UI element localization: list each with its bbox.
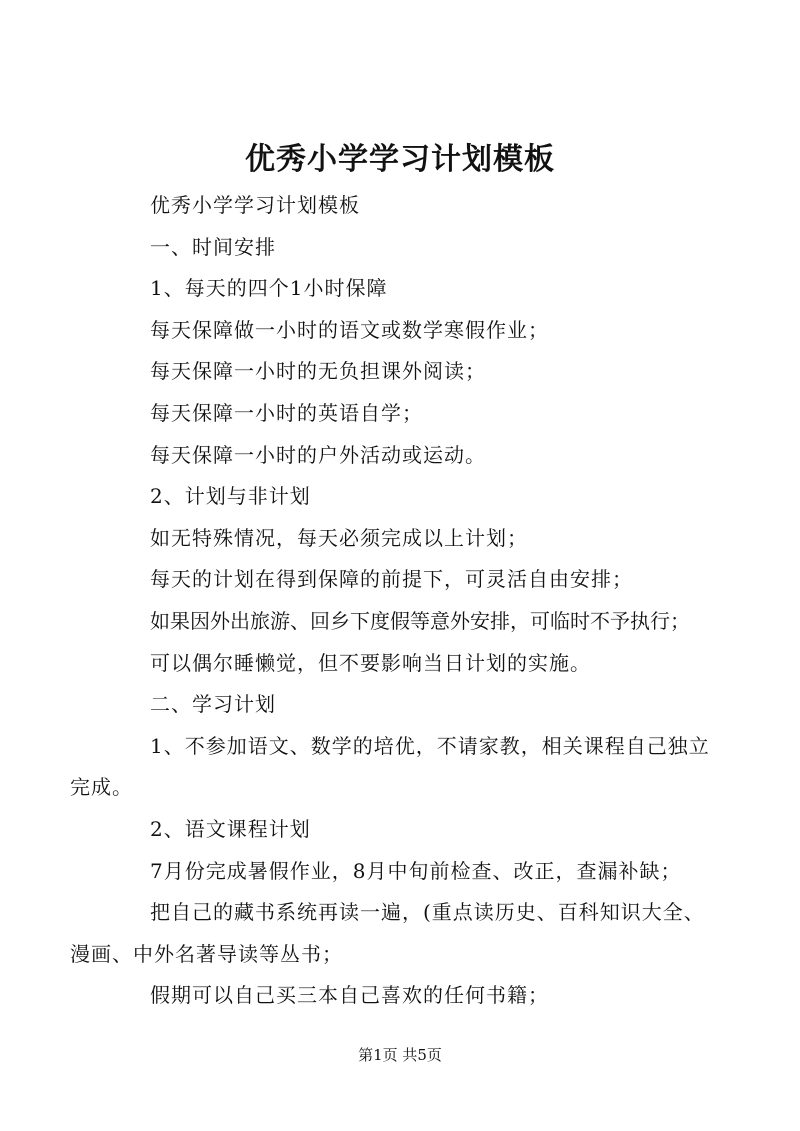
paragraph: 1、不参加语文、数学的培优，不请家教，相关课程自己独立完成。 <box>70 733 710 800</box>
document-body <box>70 185 720 1017</box>
paragraph: 优秀小学学习计划模板 <box>150 193 360 217</box>
section-heading: 一、时间安排 <box>150 234 276 259</box>
subsection-heading: 1、每天的四个1小时保障 <box>150 276 388 301</box>
paragraph: 每天保障一小时的英语自学； <box>150 400 423 425</box>
document-title: 优秀小学学习计划模板 <box>245 142 555 177</box>
paragraph: 每天保障一小时的无负担课外阅读； <box>150 359 486 384</box>
page-number-footer: 第1页 共5页 <box>358 1046 442 1064</box>
paragraph: 假期可以自己买三本自己喜欢的任何书籍； <box>150 983 549 1008</box>
paragraph: 如果因外出旅游、回乡下度假等意外安排，可临时不予执行； <box>150 608 690 633</box>
subsection-heading: 2、计划与非计划 <box>150 484 311 509</box>
paragraph: 每天的计划在得到保障的前提下，可灵活自由安排； <box>150 567 633 592</box>
paragraph: 如无特殊情况，每天必须完成以上计划； <box>150 525 528 550</box>
paragraph: 可以偶尔睡懒觉，但不要影响当日计划的实施。 <box>150 650 591 675</box>
section-heading: 二、学习计划 <box>150 692 276 717</box>
paragraph: 7月份完成暑假作业，8月中旬前检查、改正，查漏补缺； <box>150 858 682 883</box>
paragraph: 每天保障做一小时的语文或数学寒假作业； <box>150 317 549 342</box>
paragraph: 把自己的藏书系统再读一遍，(重点读历史、百科知识大全、漫画、中外名著导读等丛书； <box>70 900 705 966</box>
paragraph: 每天保障一小时的户外活动或运动。 <box>150 442 486 467</box>
subsection-heading: 2、语文课程计划 <box>150 816 311 841</box>
